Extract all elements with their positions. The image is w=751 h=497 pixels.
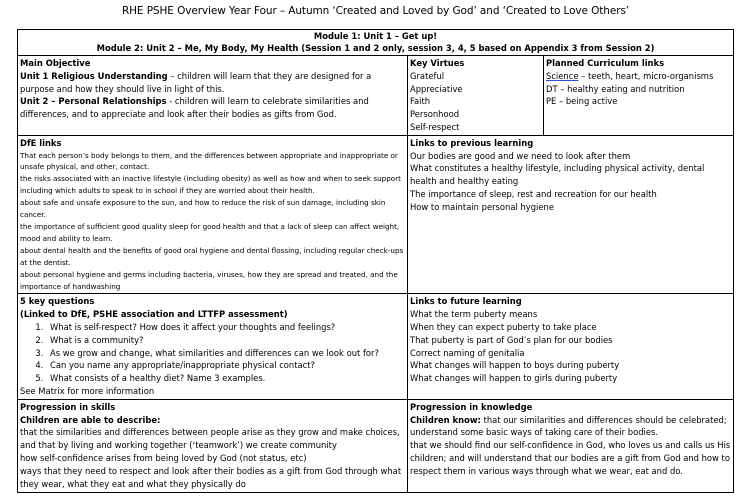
unit-2-objective	[20, 95, 405, 121]
key-virtues-heading: Key Virtues	[410, 58, 465, 68]
unit-1-label: Unit 1 Religious Understanding	[20, 70, 168, 81]
dfe-link-item: about dental health and the benefits of good oral hygiene and dental flossing, including regular check-ups at the dentist.	[20, 245, 404, 267]
main-objective-heading: Main Objective	[20, 58, 91, 68]
dfe-links-cell	[18, 135, 408, 294]
module-2-heading: Module 2: Unit 2 – Me, My Body, My Health (Session 1 and 2 only, session 3, 4, 5 based on Appendix 3 from Session 2)	[96, 42, 655, 53]
matrix-note: See Matrix for more information	[20, 386, 155, 397]
overview-table	[17, 29, 734, 493]
objective-row	[18, 56, 734, 136]
key-questions-subheading: (Linked to DfE, PSHE association and LTTFP assessment)	[20, 309, 288, 320]
key-virtues-cell	[408, 56, 544, 136]
key-questions-heading: 5 key questions	[20, 296, 95, 307]
main-objective-cell	[18, 56, 408, 136]
virtue-item: Appreciative	[410, 83, 463, 94]
previous-learning-item: How to maintain personal hygiene	[410, 201, 554, 212]
future-learning-item: When they can expect puberty to take place	[410, 322, 597, 333]
key-question-item: 3. As we grow and change, what similarities and differences can we look out for?	[46, 347, 405, 360]
virtue-item: Self-respect	[410, 121, 460, 132]
dfe-link-item: the risks associated with an inactive lifestyle (including obesity) as well as how and when to seek support including which adults to speak to in school if they are worried about their health.	[20, 174, 401, 196]
science-text: – teeth, heart, micro-organisms	[578, 70, 714, 81]
progression-knowledge-first	[410, 414, 731, 440]
unit-2-text: - children will learn to celebrate similarities and differences, and to appreciate and look after their bodies as gifts from God.	[20, 96, 369, 120]
future-learning-heading: Links to future learning	[410, 296, 522, 307]
previous-learning-item: What constitutes a healthy lifestyle, including physical activity, dental health and healthy eating	[410, 163, 705, 187]
unit-2-label: Unit 2 – Personal Relationships	[20, 96, 167, 107]
dfe-link-item: the importance of sufficient good quality sleep for good health and that a lack of sleep can affect weight, mood and ability to learn.	[20, 222, 400, 243]
questions-row	[18, 294, 734, 399]
previous-learning-item: Our bodies are good and we need to look after them	[410, 150, 631, 161]
dfe-link-item: about personal hygiene and germs including bacteria, viruses, how they are spread and treated, and the importance of handwashing	[20, 269, 398, 291]
future-learning-item: Correct naming of genitalia	[410, 347, 525, 358]
progression-knowledge-lead: Children know:	[410, 414, 481, 425]
unit-1-objective	[20, 70, 405, 96]
previous-learning-item: The importance of sleep, rest and recreation for our health	[410, 188, 657, 199]
document-title: RHE PSHE Overview Year Four – Autumn ‘Created and Loved by God’ and ‘Created to Love Others’	[121, 5, 630, 17]
progression-row	[18, 399, 734, 492]
progression-skills-lead: Children are able to describe:	[20, 414, 161, 425]
progression-skills-heading: Progression in skills	[20, 401, 116, 412]
dfe-links-heading: DfE links	[20, 137, 62, 148]
module-header	[18, 30, 734, 56]
future-learning-item: What changes will happen to girls during puberty	[410, 373, 618, 384]
virtue-item: Personhood	[410, 109, 460, 120]
science-link	[546, 70, 731, 83]
progression-skill-item: ways that they need to respect and look after their bodies as a gift from God through what they wear, what they eat and what they physically do	[20, 465, 402, 489]
progression-skill-item: how self-confidence arises from being loved by God (not status, etc)	[20, 453, 307, 464]
module-1-heading: Module 1: Unit 1 – Get up!	[313, 31, 438, 41]
science-label: Science	[546, 70, 579, 81]
progression-skills-cell	[18, 399, 408, 492]
key-questions-cell	[18, 294, 408, 399]
progression-knowledge-cell	[408, 399, 734, 492]
progression-knowledge-item: that we should find our self-confidence in God, who loves us and calls us His children; and will understand that our bodies are a gift from God and how to respect them in various ways through what we wear, eat and do.	[410, 440, 731, 476]
previous-learning-heading: Links to previous learning	[410, 137, 534, 148]
dfe-row	[18, 135, 734, 294]
dt-link: DT – healthy eating and nutrition	[546, 83, 685, 94]
progression-knowledge-heading: Progression in knowledge	[410, 401, 533, 412]
key-question-item: 5. What consists of a healthy diet? Name 3 examples.	[46, 372, 405, 385]
key-question-item: 2. What is a community?	[46, 334, 405, 347]
key-question-item: 4. Can you name any appropriate/inappropriate physical contact?	[46, 359, 405, 372]
future-learning-item: What changes will happen to boys during puberty	[410, 360, 620, 371]
key-question-item: 1. What is self-respect? How does it affect your thoughts and feelings?	[46, 321, 405, 334]
progression-skill-item: that the similarities and differences between people arise as they grow and make choices, and that by living and working together (‘teamwork’) we create community	[20, 427, 400, 451]
pe-link: PE – being active	[546, 96, 618, 107]
key-questions-list	[20, 321, 405, 385]
progression-knowledge-item: that our similarities and differences should be celebrated; understand some basic ways of taking care of their bodies.	[410, 414, 727, 438]
unit-1-text: – children will learn that they are designed for a purpose and how they should live in light of this.	[20, 70, 372, 94]
future-learning-item: That puberty is part of God’s plan for our bodies	[410, 334, 613, 345]
dfe-link-item: That each person’s body belongs to them, and the differences between appropriate and inappropriate or unsafe physical, and other, contact.	[20, 150, 398, 172]
curriculum-links-cell	[544, 56, 734, 136]
virtue-item: Faith	[410, 96, 431, 107]
previous-learning-cell	[408, 135, 734, 294]
future-learning-cell	[408, 294, 734, 399]
virtue-item: Grateful	[410, 70, 445, 81]
dfe-link-item: about safe and unsafe exposure to the sun, and how to reduce the risk of sun damage, including skin cancer.	[20, 198, 386, 220]
curriculum-links-heading: Planned Curriculum links	[546, 58, 665, 68]
future-learning-item: What the term puberty means	[410, 309, 538, 320]
module-header-row	[18, 30, 734, 56]
